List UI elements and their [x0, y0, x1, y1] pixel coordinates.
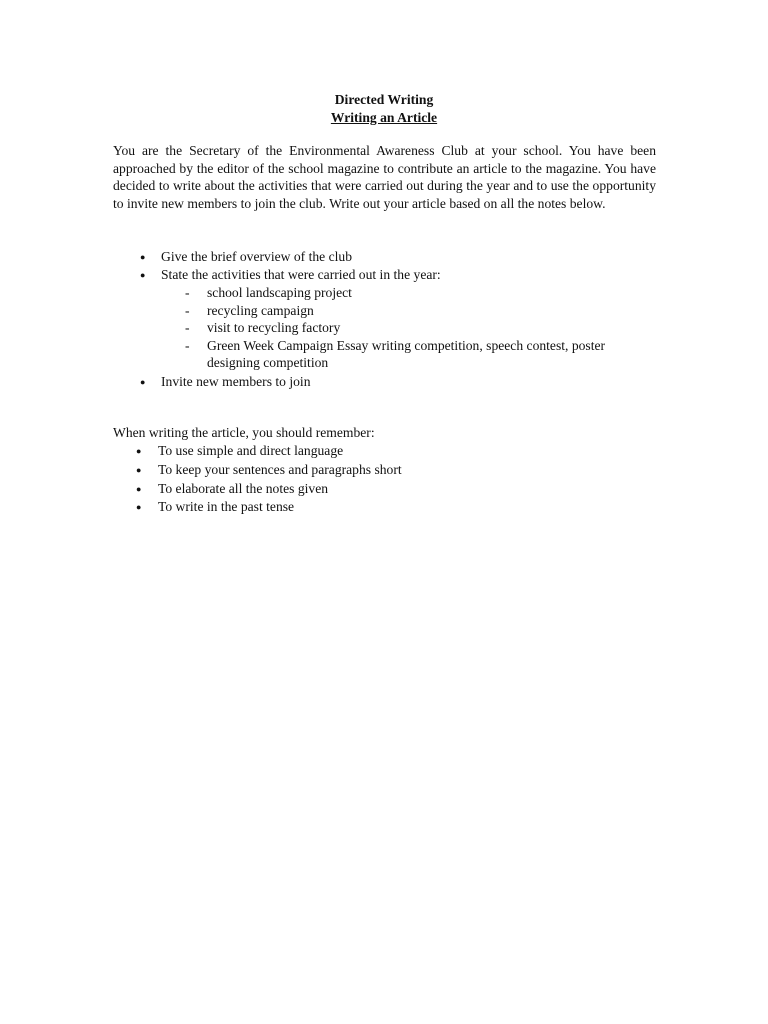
notes-list	[113, 248, 658, 391]
list-item	[113, 373, 658, 391]
list-item	[113, 266, 658, 372]
dash-icon: -	[185, 285, 190, 300]
activities-list	[161, 284, 658, 372]
activity-item	[161, 337, 658, 372]
activity-text: school landscaping project	[207, 285, 352, 300]
document-subtitle: Writing an Article	[330, 110, 438, 125]
activity-text: Green Week Campaign Essay writing competition, speech contest, poster designing competition	[207, 337, 606, 371]
list-item	[113, 498, 402, 517]
list-item	[113, 248, 658, 266]
activity-item	[161, 302, 658, 320]
intro-paragraph: You are the Secretary of the Environmental Awareness Club at your school. You have been approached by the editor of the school magazine to contribute an article to the magazine. You have decided to write about the activities that were carried out during the year and to use the opportunity to invite new members to join the club. Write out your article based on all the notes below.	[113, 143, 656, 211]
remember-label: When writing the article, you should remember:	[113, 425, 375, 440]
bullet-icon: ●	[140, 376, 146, 387]
dash-icon: -	[185, 302, 190, 318]
bullet-icon: ●	[136, 464, 142, 475]
activity-text: recycling campaign	[207, 302, 314, 318]
bullet-icon: ●	[140, 270, 146, 280]
list-item	[113, 480, 402, 499]
list-item-text: State the activities that were carried out in the year:	[161, 267, 441, 282]
list-item-text: To write in the past tense	[158, 499, 295, 515]
activity-item	[161, 319, 658, 337]
list-item-text: To elaborate all the notes given	[158, 480, 329, 496]
list-item	[113, 461, 402, 480]
dash-icon: -	[185, 337, 190, 353]
list-item-text: To keep your sentences and paragraphs short	[158, 461, 402, 477]
bullet-icon: ●	[140, 252, 146, 262]
activity-item	[161, 284, 658, 302]
activity-text: visit to recycling factory	[207, 320, 341, 336]
list-item-text: Invite new members to join	[161, 373, 311, 389]
document-title: Directed Writing	[334, 92, 434, 107]
bullet-icon: ●	[136, 502, 142, 513]
bullet-icon: ●	[136, 483, 142, 494]
list-item	[113, 442, 402, 461]
dash-icon: -	[185, 320, 190, 336]
bullet-icon: ●	[136, 446, 142, 456]
reminders-list	[113, 442, 402, 517]
list-item-text: To use simple and direct language	[158, 443, 344, 458]
list-item-text: Give the brief overview of the club	[161, 249, 352, 264]
